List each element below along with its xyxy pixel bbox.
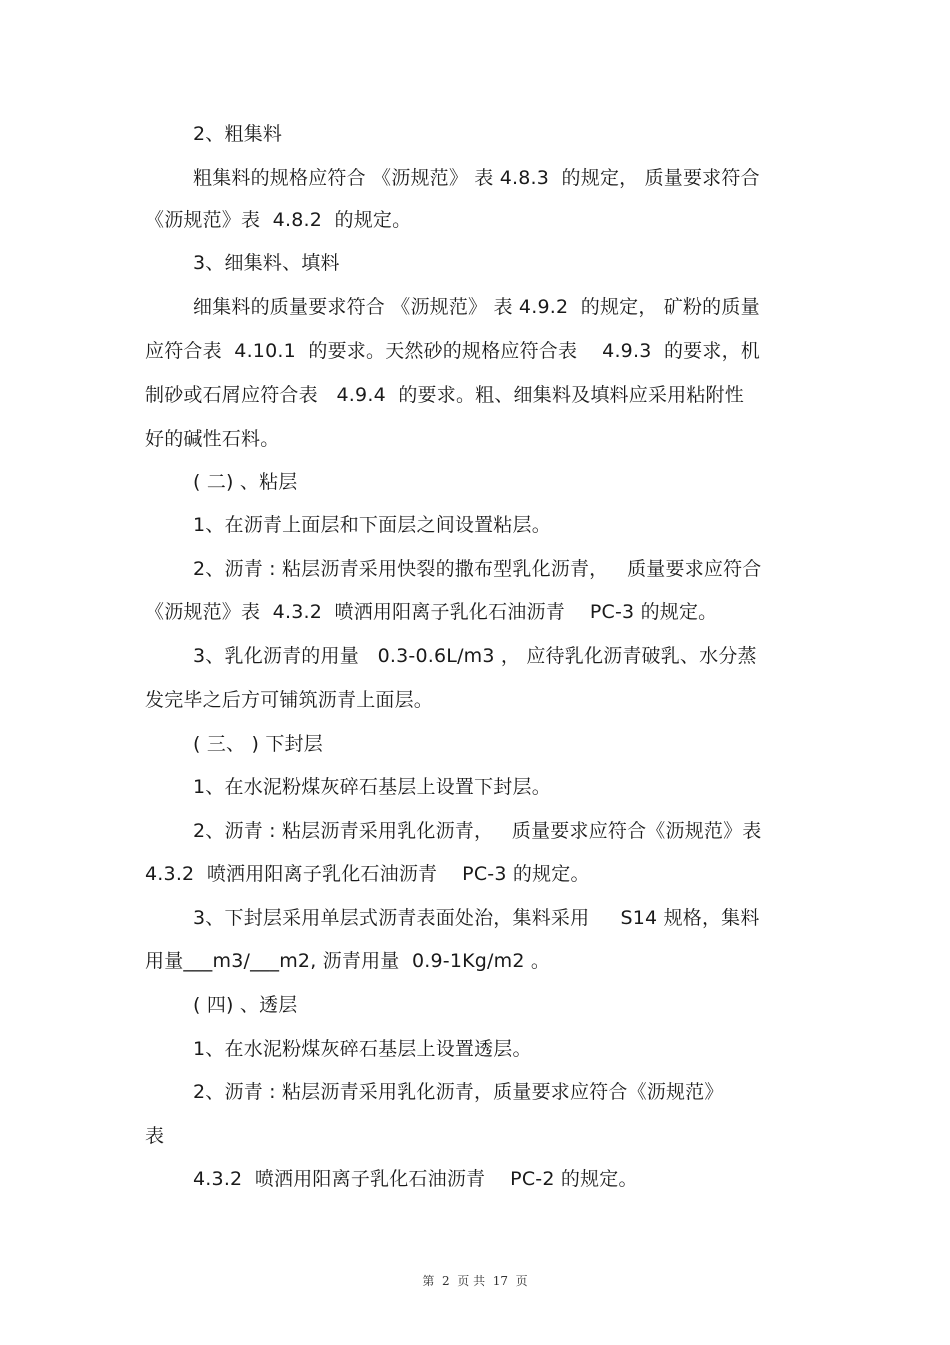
paragraph-line: 应符合表 4.10.1 的要求。天然砂的规格应符合表 4.9.3 的要求，机 [145, 340, 760, 362]
paragraph-line: 1、在沥青上面层和下面层之间设置粘层。 [193, 514, 551, 536]
heading-prime-coat: ( 四) 、透层 [193, 994, 298, 1016]
heading-fine-aggregate: 3、细集料、填料 [193, 252, 340, 274]
paragraph-line: 1、在水泥粉煤灰碎石基层上设置透层。 [193, 1038, 532, 1060]
paragraph-line: 《沥规范》表 4.8.2 的规定。 [145, 209, 412, 231]
paragraph-line: 2、沥青 : 粘层沥青采用快裂的撒布型乳化沥青， 质量要求应符合 [193, 558, 762, 580]
paragraph-line: 细集料的质量要求符合 《沥规范》 表 4.9.2 的规定， 矿粉的质量 [193, 296, 760, 318]
paragraph-line: 《沥规范》表 4.3.2 喷洒用阳离子乳化石油沥青 PC-3 的规定。 [145, 601, 718, 623]
paragraph-line: 用量___m3/___m2, 沥青用量 0.9-1Kg/m2 。 [145, 950, 551, 972]
paragraph-line: 3、乳化沥青的用量 0.3-0.6L/m3 ， 应待乳化沥青破乳、水分蒸 [193, 645, 757, 667]
paragraph-line: 发完毕之后方可铺筑沥青上面层。 [145, 689, 434, 711]
paragraph-line: 粗集料的规格应符合 《沥规范》 表 4.8.3 的规定， 质量要求符合 [193, 167, 760, 189]
paragraph-line: 4.3.2 喷洒用阳离子乳化石油沥青 PC-2 的规定。 [193, 1168, 638, 1190]
paragraph-line: 2、沥青 : 粘层沥青采用乳化沥青，质量要求应符合《沥规范》 [193, 1081, 724, 1103]
paragraph-line: 表 [145, 1125, 165, 1147]
paragraph-line: 制砂或石屑应符合表 4.9.4 的要求。粗、细集料及填料应采用粘附性 [145, 384, 744, 406]
paragraph-line: 好的碱性石料。 [145, 428, 280, 450]
paragraph-line: 4.3.2 喷洒用阳离子乳化石油沥青 PC-3 的规定。 [145, 863, 590, 885]
heading-coarse-aggregate: 2、粗集料 [193, 123, 283, 145]
paragraph-line: 2、沥青 : 粘层沥青采用乳化沥青， 质量要求应符合《沥规范》表 [193, 820, 762, 842]
heading-seal-coat: ( 三、 ) 下封层 [193, 733, 323, 755]
page-number-footer: 第 2 页 共 17 页 [422, 1274, 528, 1288]
heading-tack-coat: ( 二) 、粘层 [193, 471, 298, 493]
paragraph-line: 1、在水泥粉煤灰碎石基层上设置下封层。 [193, 776, 551, 798]
paragraph-line: 3、下封层采用单层式沥青表面处治，集料采用 S14 规格，集料 [193, 907, 760, 929]
